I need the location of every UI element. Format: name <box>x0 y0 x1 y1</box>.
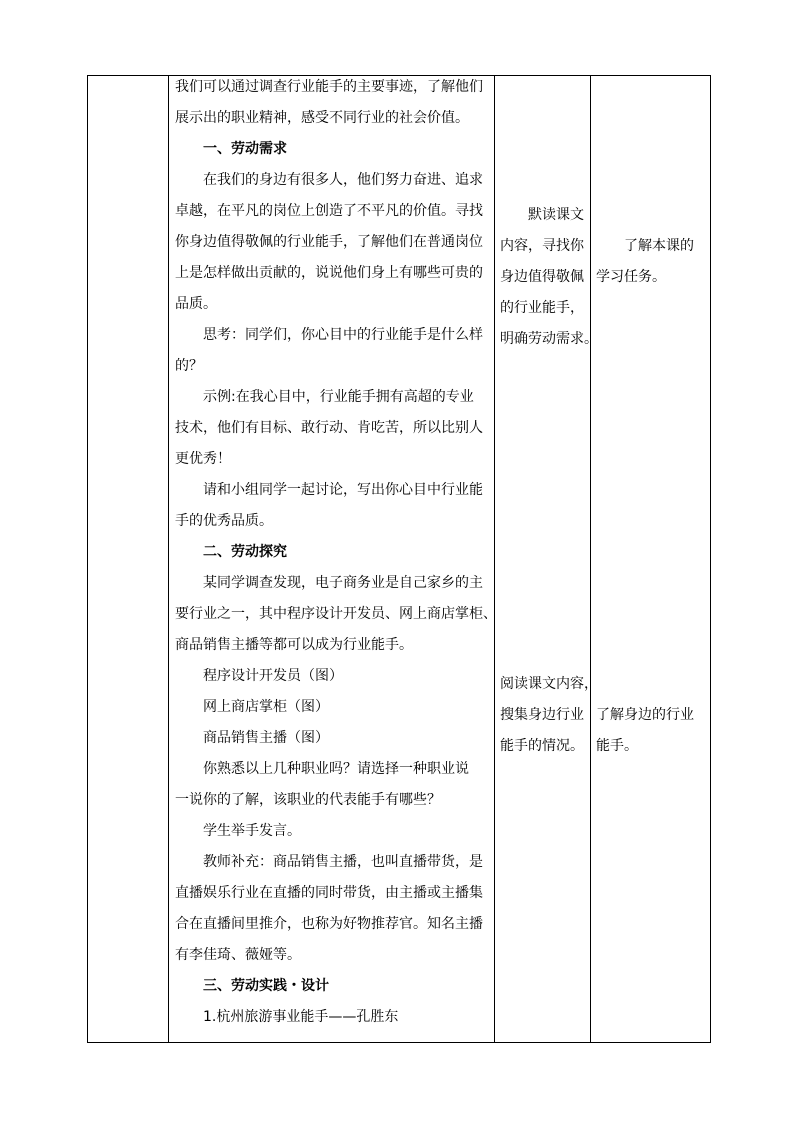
content-line: 某同学调查发现，电子商务业是自己家乡的主 <box>203 575 483 591</box>
content-line: 展示出的职业精神，感受不同行业的社会价值。 <box>175 110 469 126</box>
content-line: 在我们的身边有很多人，他们努力奋进、追求 <box>203 172 483 188</box>
activity-line: 身边值得敬佩 <box>500 269 584 285</box>
content-line: 商品销售主播（图） <box>203 730 329 746</box>
content-line: 更优秀！ <box>175 451 231 467</box>
activity-line: 了解本课的 <box>624 238 694 254</box>
activity-line: 学习任务。 <box>596 269 666 285</box>
activity-line: 默读课文 <box>528 207 584 223</box>
teaching-content <box>169 76 497 1042</box>
content-line: 学生举手发言。 <box>203 823 301 839</box>
activity-line: 能手。 <box>596 738 638 754</box>
content-line: 思考：同学们，你心目中的行业能手是什么样 <box>203 327 483 343</box>
activity-line: 的行业能手， <box>500 300 584 316</box>
content-line: 我们可以通过调查行业能手的主要事迹，了解他们 <box>175 79 483 95</box>
content-line: 你身边值得敬佩的行业能手，了解他们在普通岗位 <box>175 234 483 250</box>
content-line: 卓越，在平凡的岗位上创造了不平凡的价值。寻找 <box>175 203 483 219</box>
content-line: 网上商店掌柜（图） <box>203 699 329 715</box>
teaching-content-cell <box>169 76 495 1043</box>
content-line: 的？ <box>175 358 203 374</box>
content-line: 商品销售主播等都可以成为行业能手。 <box>175 637 413 653</box>
content-line: 1.杭州旅游事业能手——孔胜东 <box>203 1009 399 1025</box>
content-line: 合在直播间里推介，也称为好物推荐官。知名主播 <box>175 916 483 932</box>
content-line: 手的优秀品质。 <box>175 513 273 529</box>
activity-line: 阅读课文内容， <box>500 676 598 692</box>
content-line: 请和小组同学一起讨论，写出你心目中行业能 <box>203 482 483 498</box>
activity-line: 了解身边的行业 <box>596 707 694 723</box>
content-line: 技术，他们有目标、敢行动、肯吃苦，所以比别人 <box>175 420 483 436</box>
activity-line: 能手的情况。 <box>500 738 584 754</box>
content-line: 程序设计开发员（图） <box>203 668 343 684</box>
empty-column-cell <box>88 76 169 1043</box>
content-line: 教师补充：商品销售主播，也叫直播带货，是 <box>203 854 483 870</box>
section-heading: 二、劳动探究 <box>203 544 287 560</box>
content-line: 有李佳琦、薇娅等。 <box>175 947 301 963</box>
activity-line: 搜集身边行业 <box>500 707 584 723</box>
content-line: 一说你的了解，该职业的代表能手有哪些？ <box>175 792 441 808</box>
student-activity-cell <box>495 76 598 1043</box>
student-activity <box>495 76 598 1042</box>
content-line: 你熟悉以上几种职业吗？请选择一种职业说 <box>203 761 469 777</box>
activity-line: 明确劳动需求。 <box>500 331 598 347</box>
lesson-table <box>87 75 711 1043</box>
content-line: 直播娱乐行业在直播的同时带货，由主播或主播集 <box>175 885 483 901</box>
design-intent-cell <box>591 76 711 1043</box>
content-line: 要行业之一，其中程序设计开发员、网上商店掌柜、 <box>175 606 497 622</box>
table-row <box>88 76 711 1043</box>
content-line: 示例:在我心目中，行业能手拥有高超的专业 <box>203 389 474 405</box>
section-heading: 一、劳动需求 <box>203 141 287 157</box>
content-line: 上是怎样做出贡献的，说说他们身上有哪些可贵的 <box>175 265 483 281</box>
design-intent <box>591 76 710 1042</box>
section-heading: 三、劳动实践・设计 <box>203 978 329 994</box>
content-line: 品质。 <box>175 296 217 312</box>
activity-line: 内容，寻找你 <box>500 238 584 254</box>
